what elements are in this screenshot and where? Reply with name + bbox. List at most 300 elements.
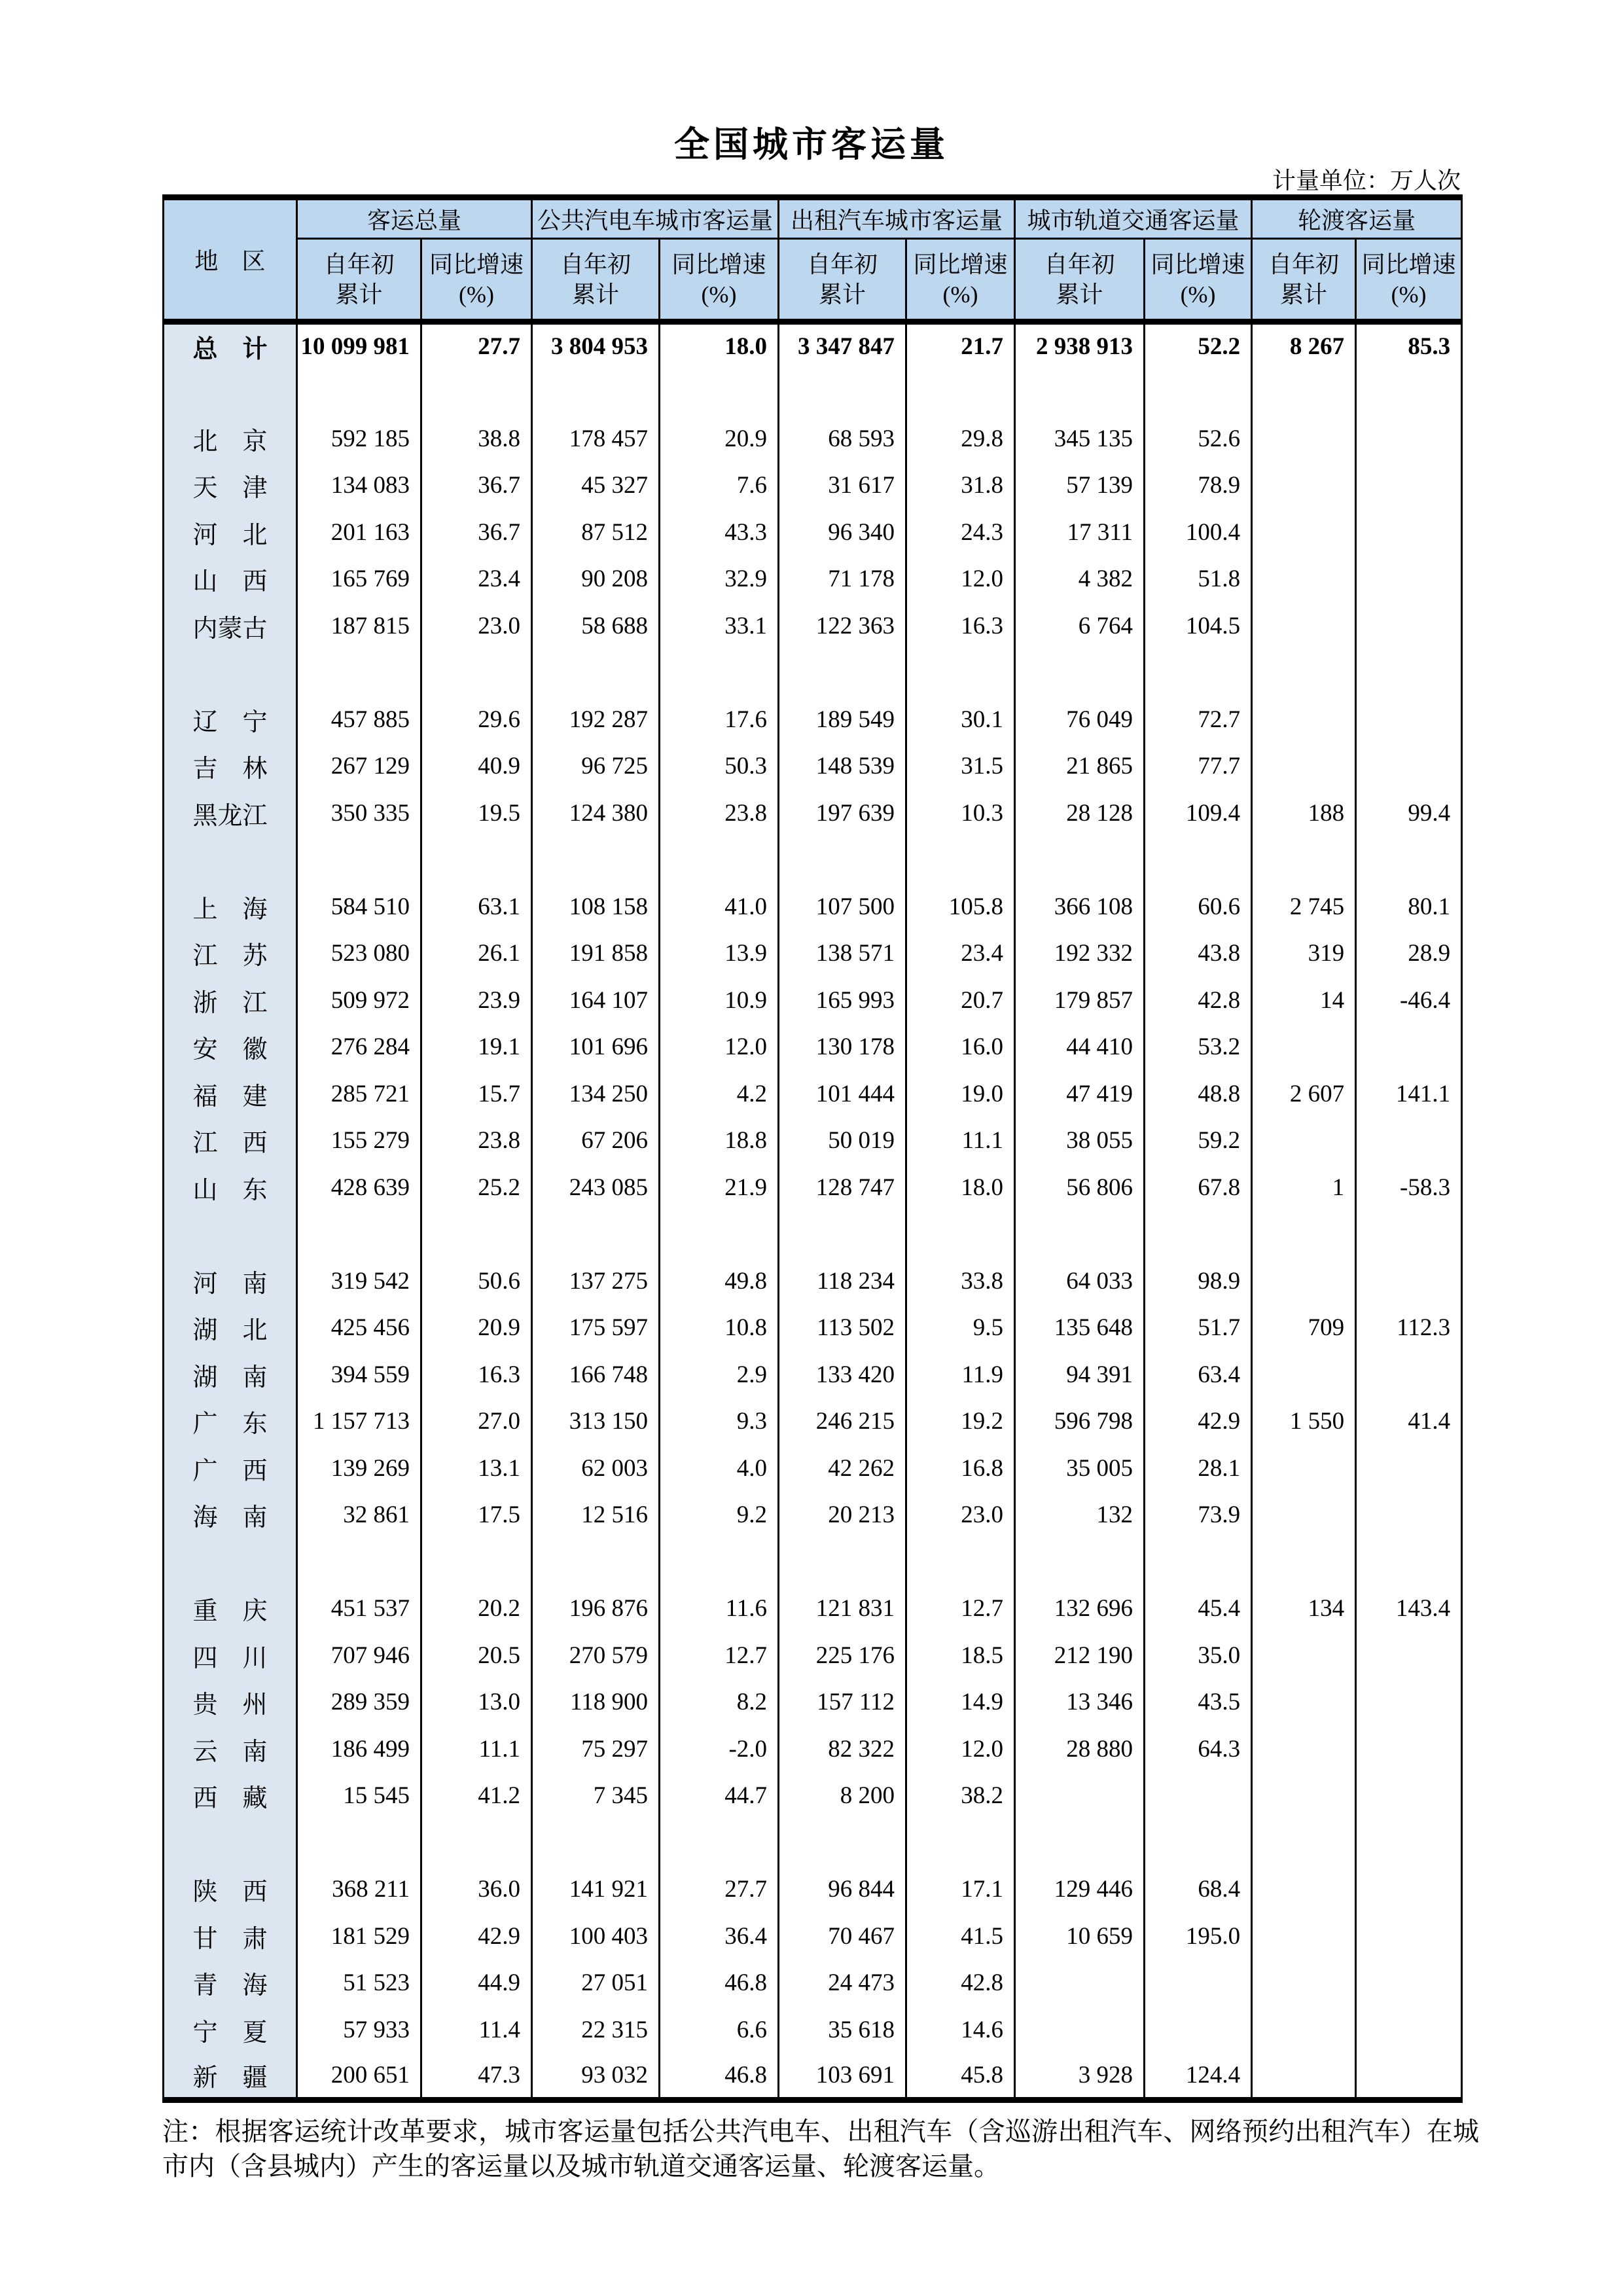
value-cell: 20.9 — [660, 416, 779, 463]
value-cell: 38 055 — [1015, 1117, 1145, 1164]
value-cell — [1356, 1679, 1462, 1726]
value-cell: 45 327 — [532, 462, 660, 509]
value-cell — [1356, 1913, 1462, 1960]
value-cell: 164 107 — [532, 977, 660, 1024]
value-cell: 195.0 — [1145, 1913, 1252, 1960]
value-cell: 63.4 — [1145, 1352, 1252, 1399]
value-cell-empty — [532, 836, 660, 884]
value-cell: 27.0 — [421, 1398, 532, 1445]
value-cell — [1015, 1772, 1145, 1820]
value-cell-empty — [660, 836, 779, 884]
region-cell: 广 东 — [164, 1398, 297, 1445]
province-row — [164, 603, 1462, 650]
value-cell: 12.0 — [660, 1024, 779, 1071]
value-cell: 50.3 — [660, 743, 779, 790]
value-cell: 192 287 — [532, 696, 660, 744]
value-cell: 50 019 — [779, 1117, 906, 1164]
value-cell: 4.2 — [660, 1071, 779, 1118]
value-cell — [1356, 1772, 1462, 1820]
sub-header-cumulative — [532, 239, 660, 322]
value-cell: 42.9 — [421, 1913, 532, 1960]
value-cell: 49.8 — [660, 1258, 779, 1305]
sub-header-growth — [1145, 239, 1252, 322]
value-cell: 1 550 — [1252, 1398, 1356, 1445]
region-cell: 吉 林 — [164, 743, 297, 790]
sub-header-line: 自年初 — [323, 251, 395, 278]
value-cell: 63.1 — [421, 884, 532, 931]
value-cell: 43.5 — [1145, 1679, 1252, 1726]
region-cell: 广 西 — [164, 1445, 297, 1492]
value-cell — [1356, 696, 1462, 744]
value-cell: 20.2 — [421, 1585, 532, 1632]
province-row — [164, 2053, 1462, 2100]
value-cell-empty — [660, 1820, 779, 1867]
value-cell: 71 178 — [779, 556, 906, 603]
value-cell: 141.1 — [1356, 1071, 1462, 1118]
province-row — [164, 977, 1462, 1024]
value-cell: 94 391 — [1015, 1352, 1145, 1399]
sub-header-growth — [660, 239, 779, 322]
region-cell: 宁 夏 — [164, 2007, 297, 2054]
sub-header-line: 同比增速 — [1150, 251, 1245, 278]
value-cell-empty — [532, 1820, 660, 1867]
value-cell: 128 747 — [779, 1164, 906, 1211]
value-cell: 101 696 — [532, 1024, 660, 1071]
value-cell: 105.8 — [906, 884, 1015, 931]
value-cell: 11.6 — [660, 1585, 779, 1632]
value-cell: 197 639 — [779, 790, 906, 837]
value-cell: 16.0 — [906, 1024, 1015, 1071]
value-cell: 77.7 — [1145, 743, 1252, 790]
value-cell: 124 380 — [532, 790, 660, 837]
value-cell-empty — [1356, 1211, 1462, 1258]
province-row — [164, 743, 1462, 790]
value-cell-empty — [421, 649, 532, 696]
value-cell: 270 579 — [532, 1632, 660, 1679]
value-cell: 137 275 — [532, 1258, 660, 1305]
group-header-row — [164, 198, 1462, 239]
value-cell: 41.4 — [1356, 1398, 1462, 1445]
value-cell: 87 512 — [532, 509, 660, 556]
value-cell: 41.5 — [906, 1913, 1015, 1960]
value-cell: 23.0 — [421, 603, 532, 650]
value-cell: 10.8 — [660, 1304, 779, 1352]
value-cell: 32 861 — [297, 1492, 421, 1539]
value-cell: 15.7 — [421, 1071, 532, 1118]
value-cell: 12.0 — [906, 1726, 1015, 1773]
value-cell: 1 157 713 — [297, 1398, 421, 1445]
value-cell: 72.7 — [1145, 696, 1252, 744]
value-cell — [1252, 1960, 1356, 2007]
value-cell: 368 211 — [297, 1866, 421, 1913]
sub-header-cumulative — [779, 239, 906, 322]
value-cell: 31 617 — [779, 462, 906, 509]
value-cell: 428 639 — [297, 1164, 421, 1211]
value-cell — [1356, 1258, 1462, 1305]
value-cell — [1252, 2053, 1356, 2100]
value-cell: 9.3 — [660, 1398, 779, 1445]
spacer-row — [164, 1820, 1462, 1867]
value-cell-empty — [1015, 1820, 1145, 1867]
spacer-row — [164, 1211, 1462, 1258]
value-cell — [1252, 2007, 1356, 2054]
value-cell: 181 529 — [297, 1913, 421, 1960]
value-cell: 56 806 — [1015, 1164, 1145, 1211]
value-cell-empty — [297, 1539, 421, 1586]
value-cell: 246 215 — [779, 1398, 906, 1445]
value-cell — [1356, 2007, 1462, 2054]
value-cell: 43.8 — [1145, 930, 1252, 977]
value-cell: 27 051 — [532, 1960, 660, 2007]
value-cell — [1356, 509, 1462, 556]
value-cell-empty — [779, 649, 906, 696]
total-row — [164, 322, 1462, 369]
value-cell-empty — [421, 1539, 532, 1586]
value-cell: 17.6 — [660, 696, 779, 744]
value-cell: 99.4 — [1356, 790, 1462, 837]
page-title: 全国城市客运量 — [674, 125, 949, 164]
value-cell: 22 315 — [532, 2007, 660, 2054]
value-cell: 48.8 — [1145, 1071, 1252, 1118]
value-cell: 2 607 — [1252, 1071, 1356, 1118]
value-cell: -2.0 — [660, 1726, 779, 1773]
value-cell: 51.7 — [1145, 1304, 1252, 1352]
province-row — [164, 1913, 1462, 1960]
province-row — [164, 2007, 1462, 2054]
value-cell: 103 691 — [779, 2053, 906, 2100]
sub-header-line: 同比增速 — [1361, 251, 1456, 278]
value-cell: 28.1 — [1145, 1445, 1252, 1492]
value-cell-empty — [1356, 649, 1462, 696]
spacer-row — [164, 649, 1462, 696]
value-cell: -58.3 — [1356, 1164, 1462, 1211]
sub-header-growth — [906, 239, 1015, 322]
region-cell-empty — [164, 1820, 297, 1867]
sub-header-line: 自年初 — [807, 251, 878, 278]
value-cell — [1252, 556, 1356, 603]
value-cell-empty — [906, 836, 1015, 884]
value-cell-empty — [532, 1539, 660, 1586]
value-cell: 20.9 — [421, 1304, 532, 1352]
sub-header-cumulative — [1252, 239, 1356, 322]
value-cell: 196 876 — [532, 1585, 660, 1632]
value-cell-empty — [297, 1211, 421, 1258]
sub-header-line: 同比增速 — [671, 251, 766, 278]
value-cell: 52.6 — [1145, 416, 1252, 463]
value-cell — [1252, 696, 1356, 744]
value-cell — [1252, 1024, 1356, 1071]
value-cell: 6.6 — [660, 2007, 779, 2054]
region-cell: 新 疆 — [164, 2053, 297, 2100]
value-cell: 134 250 — [532, 1071, 660, 1118]
value-cell: 13.0 — [421, 1679, 532, 1726]
value-cell: 42.8 — [906, 1960, 1015, 2007]
value-cell: 8 200 — [779, 1772, 906, 1820]
province-row — [164, 696, 1462, 744]
value-cell: 36.4 — [660, 1913, 779, 1960]
value-cell: 267 129 — [297, 743, 421, 790]
value-cell: 12.7 — [906, 1585, 1015, 1632]
value-cell: 33.1 — [660, 603, 779, 650]
value-cell: 11.1 — [906, 1117, 1015, 1164]
value-cell: 157 112 — [779, 1679, 906, 1726]
value-cell: 100 403 — [532, 1913, 660, 1960]
value-cell — [1252, 1445, 1356, 1492]
sub-header-row — [164, 239, 1462, 322]
region-cell: 山 西 — [164, 556, 297, 603]
value-cell: 124.4 — [1145, 2053, 1252, 2100]
value-cell: 509 972 — [297, 977, 421, 1024]
value-cell-empty — [1252, 649, 1356, 696]
value-cell: 122 363 — [779, 603, 906, 650]
value-cell — [1356, 1352, 1462, 1399]
value-cell: 19.2 — [906, 1398, 1015, 1445]
sub-header-growth — [1356, 239, 1462, 322]
value-cell: 21.9 — [660, 1164, 779, 1211]
value-cell: 132 — [1015, 1492, 1145, 1539]
region-cell: 福 建 — [164, 1071, 297, 1118]
value-cell-empty — [1015, 1211, 1145, 1258]
province-row — [164, 416, 1462, 463]
value-cell: 134 — [1252, 1585, 1356, 1632]
value-cell: 38.2 — [906, 1772, 1015, 1820]
value-cell-empty — [906, 649, 1015, 696]
region-cell: 云 南 — [164, 1726, 297, 1773]
value-cell: 345 135 — [1015, 416, 1145, 463]
value-cell: 10 659 — [1015, 1913, 1145, 1960]
value-cell: 59.2 — [1145, 1117, 1252, 1164]
value-cell: 32.9 — [660, 556, 779, 603]
value-cell: 18.0 — [660, 322, 779, 369]
value-cell-empty — [1252, 1539, 1356, 1586]
value-cell: 82 322 — [779, 1726, 906, 1773]
value-cell: 141 921 — [532, 1866, 660, 1913]
value-cell: 130 178 — [779, 1024, 906, 1071]
value-cell-empty — [297, 836, 421, 884]
province-row — [164, 1960, 1462, 2007]
province-row — [164, 1585, 1462, 1632]
value-cell: 17.5 — [421, 1492, 532, 1539]
value-cell: 19.1 — [421, 1024, 532, 1071]
value-cell: 33.8 — [906, 1258, 1015, 1305]
value-cell: 67.8 — [1145, 1164, 1252, 1211]
value-cell-empty — [1252, 1820, 1356, 1867]
value-cell: 592 185 — [297, 416, 421, 463]
value-cell: 14.6 — [906, 2007, 1015, 2054]
value-cell: 7.6 — [660, 462, 779, 509]
value-cell: 191 858 — [532, 930, 660, 977]
value-cell: 41.2 — [421, 1772, 532, 1820]
value-cell — [1252, 1772, 1356, 1820]
value-cell — [1015, 2007, 1145, 2054]
value-cell: 2 745 — [1252, 884, 1356, 931]
value-cell-empty — [1015, 1539, 1145, 1586]
region-cell: 山 东 — [164, 1164, 297, 1211]
value-cell: 36.7 — [421, 509, 532, 556]
value-cell: 46.8 — [660, 2053, 779, 2100]
value-cell: 121 831 — [779, 1585, 906, 1632]
value-cell: 19.5 — [421, 790, 532, 837]
value-cell: 138 571 — [779, 930, 906, 977]
region-cell-empty — [164, 1211, 297, 1258]
value-cell: 187 815 — [297, 603, 421, 650]
value-cell-empty — [1015, 368, 1145, 416]
value-cell: 73.9 — [1145, 1492, 1252, 1539]
value-cell: 57 139 — [1015, 462, 1145, 509]
spacer-row — [164, 1539, 1462, 1586]
value-cell: 68.4 — [1145, 1866, 1252, 1913]
value-cell: 85.3 — [1356, 322, 1462, 369]
sub-header-line: 同比增速 — [913, 251, 1008, 278]
value-cell: 80.1 — [1356, 884, 1462, 931]
value-cell: 23.0 — [906, 1492, 1015, 1539]
value-cell — [1252, 509, 1356, 556]
value-cell: 4.0 — [660, 1445, 779, 1492]
value-cell: 178 457 — [532, 416, 660, 463]
value-cell: 394 559 — [297, 1352, 421, 1399]
value-cell: 40.9 — [421, 743, 532, 790]
value-cell: 319 542 — [297, 1258, 421, 1305]
province-row — [164, 1071, 1462, 1118]
table-header — [164, 198, 1462, 322]
region-cell: 辽 宁 — [164, 696, 297, 744]
value-cell: 21.7 — [906, 322, 1015, 369]
spacer-row — [164, 836, 1462, 884]
value-cell-empty — [1015, 836, 1145, 884]
value-cell — [1252, 1726, 1356, 1773]
province-row — [164, 1772, 1462, 1820]
sub-header-line: 累计 — [572, 281, 620, 308]
value-cell: 3 928 — [1015, 2053, 1145, 2100]
value-cell-empty — [297, 649, 421, 696]
value-cell: 201 163 — [297, 509, 421, 556]
province-row — [164, 556, 1462, 603]
value-cell: 118 900 — [532, 1679, 660, 1726]
value-cell-empty — [1145, 836, 1252, 884]
value-cell: 148 539 — [779, 743, 906, 790]
value-cell — [1356, 1492, 1462, 1539]
value-cell: 16.8 — [906, 1445, 1015, 1492]
value-cell-empty — [1356, 368, 1462, 416]
value-cell: 139 269 — [297, 1445, 421, 1492]
value-cell-empty — [906, 1539, 1015, 1586]
value-cell: 596 798 — [1015, 1398, 1145, 1445]
region-cell: 总 计 — [164, 322, 297, 369]
value-cell-empty — [779, 1820, 906, 1867]
sub-header-line: (%) — [1391, 281, 1427, 308]
value-cell — [1252, 1117, 1356, 1164]
value-cell: 165 769 — [297, 556, 421, 603]
value-cell-empty — [660, 368, 779, 416]
province-row — [164, 1024, 1462, 1071]
value-cell-empty — [421, 836, 532, 884]
value-cell: 189 549 — [779, 696, 906, 744]
value-cell — [1356, 1866, 1462, 1913]
value-cell — [1145, 1960, 1252, 2007]
value-cell: 451 537 — [297, 1585, 421, 1632]
value-cell: 13.1 — [421, 1445, 532, 1492]
region-cell: 甘 肃 — [164, 1913, 297, 1960]
value-cell: 35 618 — [779, 2007, 906, 2054]
value-cell: 10.9 — [660, 977, 779, 1024]
value-cell: 118 234 — [779, 1258, 906, 1305]
value-cell: 28 128 — [1015, 790, 1145, 837]
value-cell: 28.9 — [1356, 930, 1462, 977]
value-cell: 64 033 — [1015, 1258, 1145, 1305]
value-cell-empty — [1145, 1211, 1252, 1258]
region-cell: 浙 江 — [164, 977, 297, 1024]
value-cell-empty — [1252, 836, 1356, 884]
value-cell — [1356, 556, 1462, 603]
value-cell — [1356, 743, 1462, 790]
value-cell: 707 946 — [297, 1632, 421, 1679]
value-cell: 45.4 — [1145, 1585, 1252, 1632]
value-cell: 29.8 — [906, 416, 1015, 463]
region-cell: 西 藏 — [164, 1772, 297, 1820]
sub-header-line: (%) — [701, 281, 737, 308]
value-cell — [1356, 1024, 1462, 1071]
region-cell: 青 海 — [164, 1960, 297, 2007]
value-cell-empty — [297, 368, 421, 416]
value-cell: 57 933 — [297, 2007, 421, 2054]
value-cell: 60.6 — [1145, 884, 1252, 931]
province-row — [164, 509, 1462, 556]
group-header-bus: 公共汽电车城市客运量 — [532, 198, 779, 239]
value-cell: 28 880 — [1015, 1726, 1145, 1773]
sub-header-line: 自年初 — [560, 251, 632, 278]
value-cell: 132 696 — [1015, 1585, 1145, 1632]
value-cell: 134 083 — [297, 462, 421, 509]
value-cell — [1252, 1913, 1356, 1960]
value-cell — [1356, 2053, 1462, 2100]
value-cell — [1252, 462, 1356, 509]
province-row — [164, 1445, 1462, 1492]
value-cell-empty — [1145, 1539, 1252, 1586]
value-cell: 20.7 — [906, 977, 1015, 1024]
value-cell: 36.7 — [421, 462, 532, 509]
value-cell: 179 857 — [1015, 977, 1145, 1024]
region-cell-empty — [164, 649, 297, 696]
value-cell: 20 213 — [779, 1492, 906, 1539]
group-header-rail: 城市轨道交通客运量 — [1015, 198, 1252, 239]
region-cell: 安 徽 — [164, 1024, 297, 1071]
value-cell: 104.5 — [1145, 603, 1252, 650]
region-cell: 贵 州 — [164, 1679, 297, 1726]
value-cell: 17.1 — [906, 1866, 1015, 1913]
sub-header-line: (%) — [1180, 281, 1216, 308]
value-cell: 10.3 — [906, 790, 1015, 837]
value-cell: 212 190 — [1015, 1632, 1145, 1679]
value-cell-empty — [660, 649, 779, 696]
value-cell: 44.7 — [660, 1772, 779, 1820]
region-cell: 四 川 — [164, 1632, 297, 1679]
region-cell: 湖 北 — [164, 1304, 297, 1352]
value-cell: 75 297 — [532, 1726, 660, 1773]
value-cell: 11.1 — [421, 1726, 532, 1773]
value-cell: 6 764 — [1015, 603, 1145, 650]
value-cell: 108 158 — [532, 884, 660, 931]
value-cell — [1015, 1960, 1145, 2007]
unit-note: 计量单位：万人次 — [1272, 168, 1461, 194]
province-row — [164, 1398, 1462, 1445]
sub-header-line: 累计 — [1280, 281, 1328, 308]
value-cell — [1145, 1772, 1252, 1820]
value-cell — [1356, 1960, 1462, 2007]
region-cell: 黑龙江 — [164, 790, 297, 837]
value-cell: 285 721 — [297, 1071, 421, 1118]
value-cell: 46.8 — [660, 1960, 779, 2007]
region-cell-empty — [164, 368, 297, 416]
